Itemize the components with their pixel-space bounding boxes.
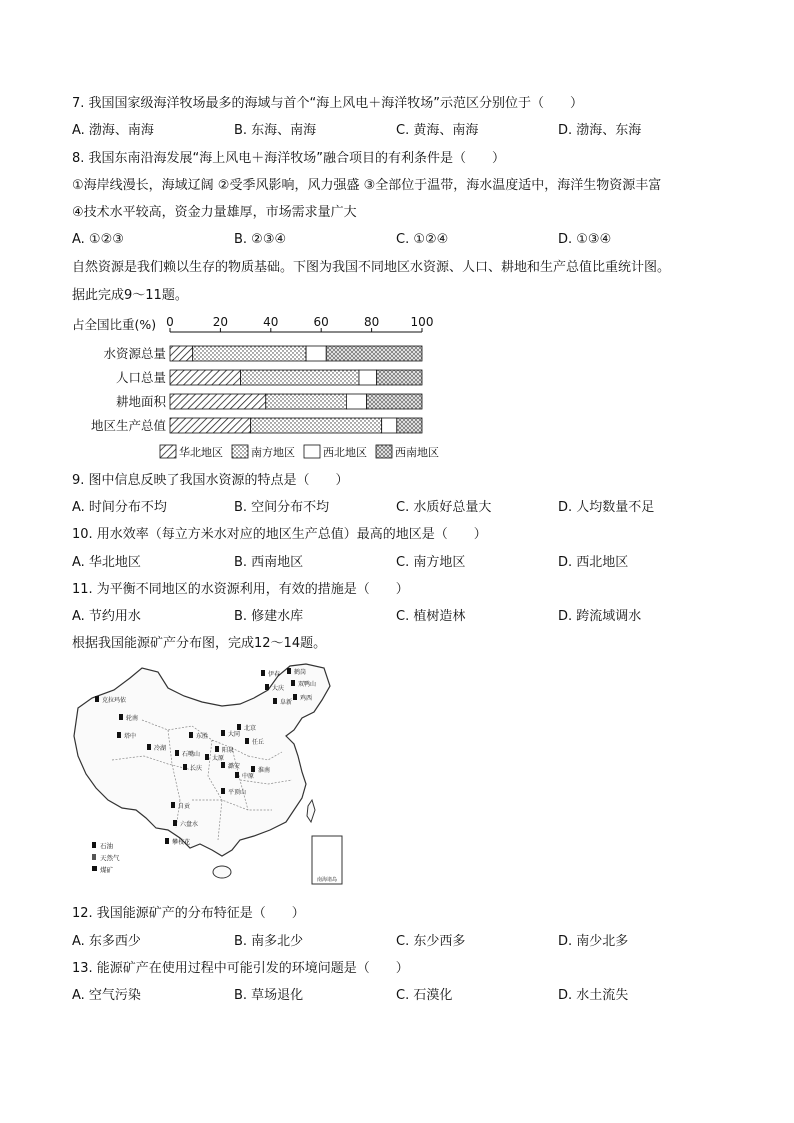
legend-swatch xyxy=(376,445,392,458)
mineral-marker xyxy=(221,788,225,794)
legend-swatch xyxy=(160,445,176,458)
map-place-label: 淮南 xyxy=(258,767,271,774)
oil-legend-icon xyxy=(92,842,96,848)
map-place-label: 石嘴山 xyxy=(182,751,201,758)
mineral-marker xyxy=(261,670,265,676)
mineral-marker xyxy=(245,738,249,744)
legend-swatch xyxy=(232,445,248,458)
q10-stem: 10. 用水效率（每立方米水对应的地区生产总值）最高的地区是（ ） xyxy=(72,527,487,542)
q12-option-b: B. 南多北少 xyxy=(234,934,304,949)
q8-stem: 8. 我国东南沿海发展“海上风电＋海洋牧场”融合项目的有利条件是（ ） xyxy=(72,151,506,166)
map-place-label: 六盘水 xyxy=(180,821,199,828)
legend-coal: 煤矿 xyxy=(100,866,113,874)
q10-option-b: B. 西南地区 xyxy=(234,555,304,570)
map-place-label: 大同 xyxy=(228,731,241,738)
category-label: 地区生产总值 xyxy=(90,418,166,433)
map-place-label: 大庆 xyxy=(272,685,285,692)
q9-option-a: A. 时间分布不均 xyxy=(72,500,167,515)
category-label: 水资源总量 xyxy=(103,346,166,361)
intro-12-14: 根据我国能源矿产分布图，完成12～14题。 xyxy=(72,636,327,651)
bar-segment xyxy=(266,394,347,409)
legend-label: 华北地区 xyxy=(179,446,223,459)
q7-option-a: A. 渤海、南海 xyxy=(72,123,154,138)
q9-stem: 9. 图中信息反映了我国水资源的特点是（ ） xyxy=(72,473,349,488)
mineral-marker xyxy=(171,802,175,808)
map-place-label: 鹤岗 xyxy=(294,669,307,676)
bar-segment xyxy=(397,418,422,433)
legend-oil: 石油 xyxy=(100,842,113,850)
map-place-label: 长庆 xyxy=(190,765,203,772)
china-map-figure xyxy=(72,660,354,890)
mineral-marker xyxy=(221,730,225,736)
bar-segment xyxy=(170,418,251,433)
stacked-bar-chart xyxy=(72,312,452,464)
bar-segment xyxy=(377,370,422,385)
mineral-marker xyxy=(215,746,219,752)
mineral-marker xyxy=(189,732,193,738)
q7-option-b: B. 东海、南海 xyxy=(234,123,317,138)
mineral-marker xyxy=(205,754,209,760)
map-place-label: 阳泉 xyxy=(222,747,235,754)
q7-option-c: C. 黄海、南海 xyxy=(396,123,479,138)
map-place-label: 平顶山 xyxy=(228,789,247,796)
map-place-label: 鸡西 xyxy=(300,695,313,702)
q9-option-b: B. 空间分布不均 xyxy=(234,500,330,515)
q10-option-d: D. 西北地区 xyxy=(558,555,629,570)
map-legend xyxy=(92,841,120,874)
map-place-label: 冷湖 xyxy=(154,745,167,752)
mineral-marker xyxy=(273,698,277,704)
mineral-marker xyxy=(251,766,255,772)
mineral-marker xyxy=(183,764,187,770)
map-place-label: 任丘 xyxy=(252,739,265,746)
q8-option-d: D. ①③④ xyxy=(558,232,612,247)
bar-segment xyxy=(241,370,359,385)
legend-label: 西南地区 xyxy=(395,446,439,459)
q8-option-c: C. ①②④ xyxy=(396,232,449,247)
tick-label: 80 xyxy=(363,315,380,329)
mineral-marker xyxy=(221,762,225,768)
q10-option-a: A. 华北地区 xyxy=(72,555,141,570)
q7-stem: 7. 我国国家级海洋牧场最多的海域与首个“海上风电＋海洋牧场”示范区分别位于（ ） xyxy=(72,96,584,111)
mineral-marker xyxy=(147,744,151,750)
mineral-marker xyxy=(175,750,179,756)
bar-segment xyxy=(170,394,266,409)
mineral-marker xyxy=(237,724,241,730)
mineral-marker xyxy=(265,684,269,690)
bar-segment xyxy=(193,346,306,361)
mineral-marker xyxy=(119,714,123,720)
map-place-label: 北京 xyxy=(244,725,257,732)
legend-gas: 天然气 xyxy=(100,854,120,862)
south-sea-inset-label: 南海诸岛 xyxy=(316,877,338,883)
q9-option-d: D. 人均数量不足 xyxy=(558,500,655,515)
q8-option-a: A. ①②③ xyxy=(72,232,124,247)
mineral-marker xyxy=(291,680,295,686)
q13-option-a: A. 空气污染 xyxy=(72,988,141,1003)
q8-conditions-line1: ①海岸线漫长，海域辽阔 ②受季风影响，风力强盛 ③全部位于温带，海水温度适中，海洋生物资源丰富 xyxy=(72,178,662,193)
legend-label: 南方地区 xyxy=(251,446,295,459)
q13-option-b: B. 草场退化 xyxy=(234,988,304,1003)
bar-segment xyxy=(382,418,397,433)
category-label: 人口总量 xyxy=(115,370,166,385)
q11-option-d: D. 跨流域调水 xyxy=(558,609,642,624)
map-place-label: 中原 xyxy=(242,773,255,780)
map-place-label: 攀枝花 xyxy=(172,839,191,846)
bar-segment xyxy=(306,346,326,361)
q13-option-d: D. 水土流失 xyxy=(558,988,629,1003)
legend-swatch xyxy=(304,445,320,458)
bar-segment xyxy=(170,346,193,361)
map-place-label: 自贡 xyxy=(178,803,191,810)
mineral-marker xyxy=(173,820,177,826)
map-place-label: 克拉玛依 xyxy=(102,697,127,704)
gas-legend-icon xyxy=(92,854,96,860)
mineral-marker xyxy=(95,696,99,702)
map-place-label: 阜新 xyxy=(280,699,293,706)
q11-option-b: B. 修建水库 xyxy=(234,609,304,624)
q8-option-b: B. ②③④ xyxy=(234,232,287,247)
map-place-label: 轮南 xyxy=(126,715,139,722)
map-place-label: 太原 xyxy=(212,755,225,762)
mineral-marker xyxy=(165,838,169,844)
tick-label: 0 xyxy=(166,315,174,329)
mineral-marker xyxy=(117,732,121,738)
legend-label: 西北地区 xyxy=(323,446,367,459)
q11-option-c: C. 植树造林 xyxy=(396,609,466,624)
taiwan-island xyxy=(307,800,315,822)
axis-label: 占全国比重(%) xyxy=(72,317,157,332)
bar-segment xyxy=(367,394,422,409)
q12-option-d: D. 南少北多 xyxy=(558,934,629,949)
q12-option-a: A. 东多西少 xyxy=(72,934,141,949)
q12-stem: 12. 我国能源矿产的分布特征是（ ） xyxy=(72,906,305,921)
category-label: 耕地面积 xyxy=(115,394,166,409)
q13-option-c: C. 石漠化 xyxy=(396,988,453,1003)
bar-segment xyxy=(170,370,241,385)
bar-segment xyxy=(346,394,366,409)
q9-option-c: C. 水质好总量大 xyxy=(396,500,492,515)
q13-stem: 13. 能源矿产在使用过程中可能引发的环境问题是（ ） xyxy=(72,961,409,976)
q11-stem: 11. 为平衡不同地区的水资源利用，有效的措施是（ ） xyxy=(72,582,409,597)
bar-segment xyxy=(326,346,422,361)
energy-mineral-map xyxy=(72,660,354,890)
mineral-marker xyxy=(287,668,291,674)
mineral-marker xyxy=(293,694,297,700)
intro-9-11-line2: 据此完成9～11题。 xyxy=(72,288,188,303)
tick-label: 20 xyxy=(212,315,229,329)
bar-segment xyxy=(359,370,377,385)
map-place-label: 潞安 xyxy=(228,763,241,770)
map-place-label: 东胜 xyxy=(196,733,209,740)
intro-9-11-line1: 自然资源是我们赖以生存的物质基础。下图为我国不同地区水资源、人口、耕地和生产总值比重统计图。 xyxy=(72,260,671,275)
q7-option-d: D. 渤海、东海 xyxy=(558,123,642,138)
tick-label: 100 xyxy=(410,315,434,329)
map-place-label: 塔中 xyxy=(124,733,137,740)
mineral-marker xyxy=(235,772,239,778)
bar-segment xyxy=(251,418,382,433)
q12-option-c: C. 东少西多 xyxy=(396,934,466,949)
tick-label: 60 xyxy=(313,315,329,329)
q10-option-c: C. 南方地区 xyxy=(396,555,466,570)
q8-conditions-line2: ④技术水平较高，资金力量雄厚，市场需求量广大 xyxy=(72,205,357,220)
map-place-label: 双鸭山 xyxy=(298,681,317,688)
q11-option-a: A. 节约用水 xyxy=(72,609,141,624)
coal-legend-icon xyxy=(92,866,97,871)
tick-label: 40 xyxy=(263,315,279,329)
map-place-label: 伊春 xyxy=(268,671,281,678)
hainan-island xyxy=(213,866,231,878)
